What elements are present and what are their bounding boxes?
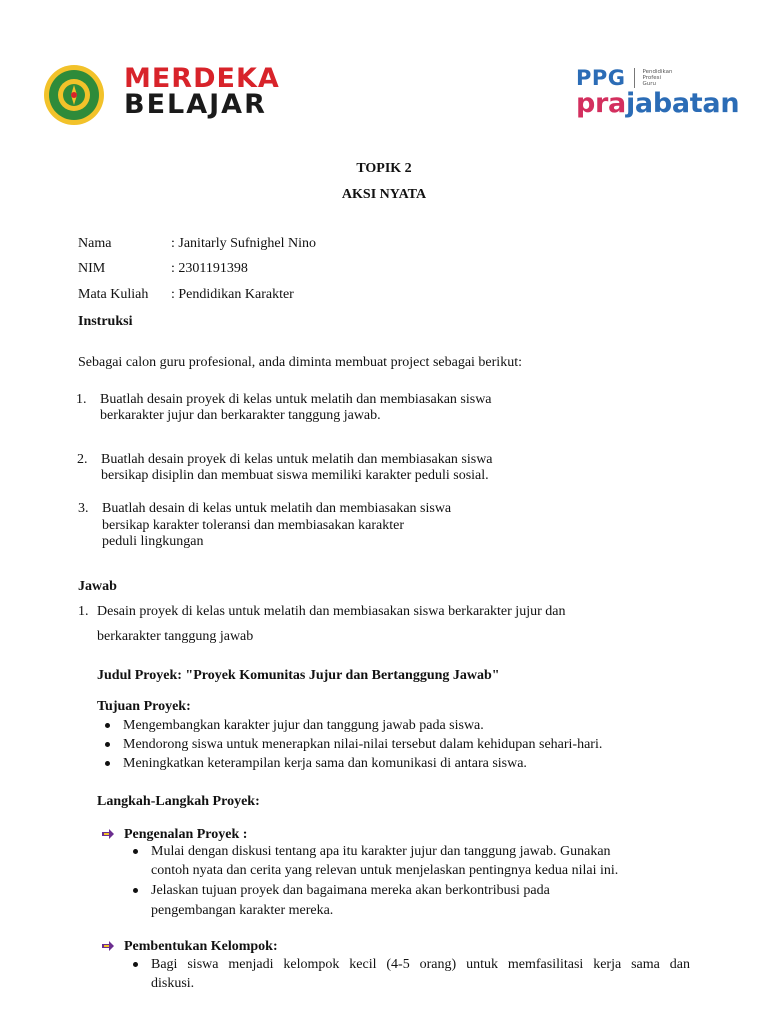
arrow-bullet-icon [101,939,115,951]
bullet-icon [133,962,138,967]
instruksi-item-1-number: 1. [76,392,87,407]
step-1-bullet-2-line2: pengembangan karakter mereka. [151,903,334,918]
merdeka-logo-line1: MERDEKA [124,63,280,94]
topic-label: TOPIK 2 [356,161,412,176]
instruksi-heading: Instruksi [78,314,133,329]
ppg-logo-divider [634,68,635,88]
tujuan-item-2: Mendorong siswa untuk menerapkan nilai-nilai tersebut dalam kehidupan sehari-hari. [123,737,603,752]
university-emblem-logo [42,63,106,127]
jawab-number: 1. [78,604,89,619]
instruksi-item-3-line2: bersikap karakter toleransi dan membiasakan karakter [102,518,405,533]
step-2-bullet-1-line2: diskusi. [151,976,195,991]
step-1-bullet-1-line2: contoh nyata dan cerita yang relevan untuk menjelaskan pentingnya kedua nilai ini. [151,863,619,878]
page-title: AKSI NYATA [341,187,427,202]
instruksi-item-2-line2: bersikap disiplin dan membuat siswa memiliki karakter peduli sosial. [101,468,489,483]
step-2-bullet-1-line1: Bagi siswa menjadi kelompok kecil (4-5 orang) untuk memfasilitasi kerja sama dan [151,957,690,972]
bullet-icon [133,849,138,854]
ppg-prajabatan-logo [576,66,739,118]
prajabatan-logo-part1: pra [576,88,626,119]
identity-value-mata-kuliah: : Pendidikan Karakter [171,287,294,302]
tujuan-heading: Tujuan Proyek: [97,699,191,714]
bullet-icon [133,888,138,893]
jawab-heading: Jawab [78,579,117,594]
jawab-line2: berkarakter tanggung jawab [97,629,254,644]
merdeka-belajar-logo [124,63,280,120]
instruksi-item-2-number: 2. [77,452,88,467]
instruksi-item-1-line1: Buatlah desain proyek di kelas untuk melatih dan membiasakan siswa [100,392,492,407]
jawab-line1: Desain proyek di kelas untuk melatih dan membiasakan siswa berkarakter jujur dan [97,604,566,619]
instruksi-item-3-line1: Buatlah desain di kelas untuk melatih dan membiasakan siswa [102,501,452,516]
identity-label-nim: NIM [78,261,106,276]
instruksi-item-2-line1: Buatlah desain proyek di kelas untuk melatih dan membiasakan siswa [101,452,493,467]
instruksi-item-1-line2: berkarakter jujur dan berkarakter tanggung jawab. [100,408,381,423]
instruksi-intro: Sebagai calon guru profesional, anda diminta membuat project sebagai berikut: [78,355,522,370]
step-1-title: Pengenalan Proyek : [124,827,248,842]
identity-label-mata-kuliah: Mata Kuliah [78,287,149,302]
identity-label-nama: Nama [78,236,112,251]
prajabatan-logo-part2: jabatan [625,88,740,119]
arrow-bullet-icon [101,827,115,839]
tujuan-item-1: Mengembangkan karakter jujur dan tanggung jawab pada siswa. [123,718,484,733]
langkah-heading: Langkah-Langkah Proyek: [97,794,260,809]
judul-proyek: Judul Proyek: "Proyek Komunitas Jujur dan Bertanggung Jawab" [97,668,500,683]
ppg-logo-subtitle: Pendidikan Profesi Guru [642,69,673,87]
identity-value-nim: : 2301191398 [171,261,248,276]
instruksi-item-3-number: 3. [78,501,89,516]
instruksi-item-3-line3: peduli lingkungan [102,534,204,549]
bullet-icon [105,742,110,747]
step-1-bullet-2-line1: Jelaskan tujuan proyek dan bagaimana mereka akan berkontribusi pada [151,883,550,898]
ppg-logo-word: PPG [576,66,626,90]
bullet-icon [105,761,110,766]
identity-value-nama: : Janitarly Sufnighel Nino [171,236,317,251]
step-2-title: Pembentukan Kelompok: [124,939,278,954]
merdeka-logo-line2: BELAJAR [124,89,267,120]
step-1-bullet-1-line1: Mulai dengan diskusi tentang apa itu karakter jujur dan tanggung jawab. Gunakan [151,844,611,859]
bullet-icon [105,723,110,728]
tujuan-item-3: Meningkatkan keterampilan kerja sama dan komunikasi di antara siswa. [123,756,527,771]
